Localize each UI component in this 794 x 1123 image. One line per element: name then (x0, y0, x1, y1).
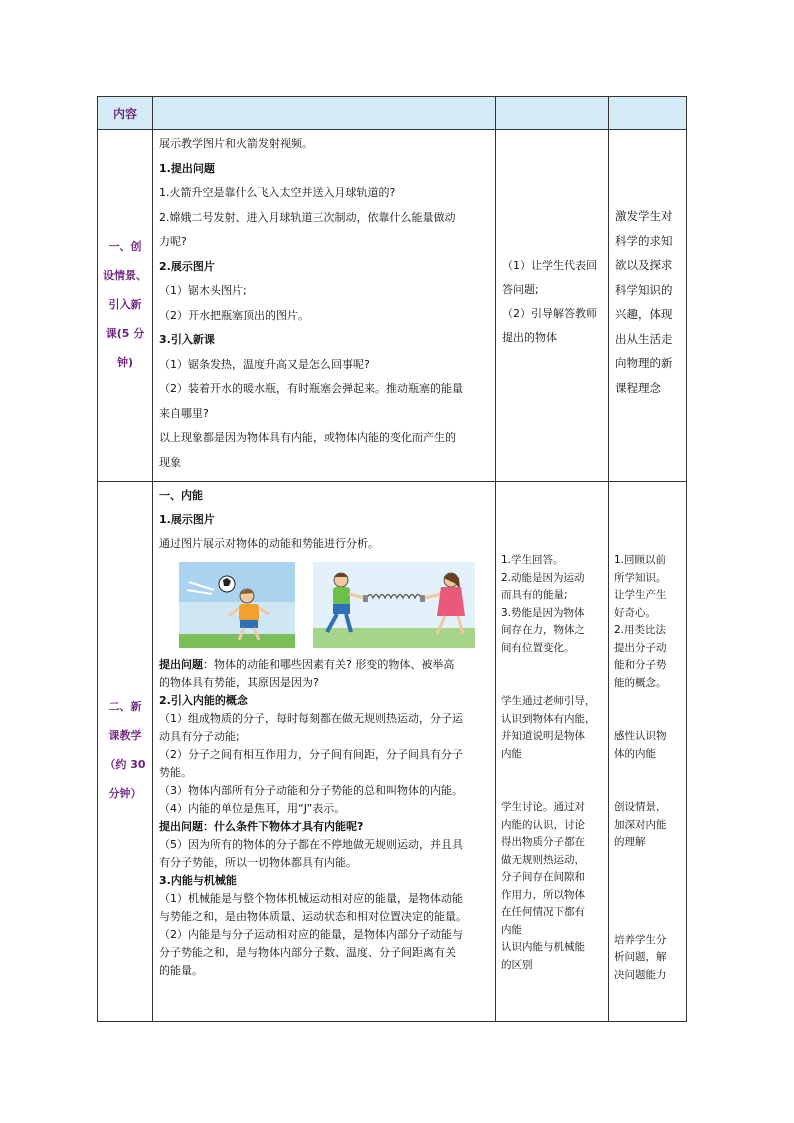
intent-line: 感性认识物 (614, 730, 667, 742)
raise-question-1-cont: 的物体具有势能，其原因是因为? (159, 676, 319, 689)
student-line: 并知道说明是物体 (501, 730, 585, 742)
student-line: 提出的物体 (502, 331, 557, 344)
intro-text: 展示教学图片和火箭发射视频。 (159, 137, 313, 150)
new-lesson-2-cont: 来自哪里? (159, 406, 209, 420)
student-line: 答问题; (502, 283, 539, 296)
student-line: 间有位置变化。 (501, 641, 575, 654)
stage-1-line: 设情景、 (103, 269, 147, 282)
heading-internal-energy-concept: 2.引入内能的概念 (159, 694, 248, 707)
section-2-content (153, 482, 496, 1022)
picture-analysis: 通过图片展示对物体的动能和势能进行分析。 (159, 537, 379, 550)
new-lesson-2: （2）装着开水的暖水瓶，有时瓶塞会弹起来。推动瓶塞的能量 (159, 382, 463, 395)
student-line: 内能 (501, 923, 522, 936)
intent-line: 2.用类比法 (614, 624, 667, 636)
intent-line: 课程理念 (615, 380, 661, 395)
student-line: 分子间存在间隙和 (501, 871, 585, 883)
student-line: 学生通过老师引导， (501, 695, 596, 707)
section-2-student-activity (496, 482, 609, 1022)
intent-line: 科学的求知 (615, 233, 673, 248)
raise-question-text: ：物体的动能和哪些因素有关? 形变的物体、被举高 (203, 658, 455, 671)
stage-1-line: 课(5 分 (105, 327, 145, 340)
new-lesson-3-cont: 现象 (159, 455, 181, 469)
concept-4: （4）内能的单位是焦耳，用“J”表示。 (159, 802, 346, 815)
concept-1: （1）组成物质的分子，每时每刻都在做无规则热运动，分子运 (159, 712, 463, 725)
section-2-design-intent (609, 482, 687, 1022)
stage-2-line: 课教学 (108, 729, 142, 742)
stage-1-label (98, 130, 153, 482)
student-line: 的区别 (501, 958, 533, 971)
new-lesson-1: （1）锯条发热，温度升高又是怎么回事呢? (159, 357, 370, 371)
intent-line: 激发学生对 (615, 209, 673, 223)
stage-2-line: （约 30 (104, 758, 146, 771)
heading-show-pictures-2: 1.展示图片 (159, 513, 215, 526)
lesson-plan-table (97, 96, 687, 1022)
intent-line: 向物理的新 (615, 356, 673, 370)
student-line: 2.动能是因为运动 (501, 571, 585, 584)
stage-1-line: 钟) (116, 356, 134, 369)
intent-line: 提出分子动 (614, 641, 667, 654)
intent-line: 让学生产生 (614, 589, 667, 601)
header-col1 (153, 97, 496, 130)
intent-line: 加深对内能 (614, 818, 667, 831)
raise-question-label: 提出问题 (159, 658, 203, 671)
soccer-header-image (179, 562, 295, 648)
intent-line: 1.回顾以前 (614, 554, 667, 566)
intent-line: 好奇心。 (614, 606, 656, 619)
student-line: 认识内能与机械能 (501, 941, 585, 953)
question-2-cont: 力呢? (159, 235, 187, 248)
raise-question-1 (159, 656, 489, 674)
section-1-row (98, 130, 687, 482)
student-line: 内能的认识，讨论 (501, 818, 585, 831)
student-line: 作用力，所以物体 (501, 888, 585, 901)
stage-2-label (98, 482, 153, 1022)
section-2-row (98, 482, 687, 1022)
student-line: 3.势能是因为物体 (501, 606, 585, 619)
student-line: 内能 (501, 747, 522, 760)
header-col2 (496, 97, 609, 130)
intent-line: 培养学生分 (614, 933, 667, 946)
student-line: （1）让学生代表回 (502, 259, 597, 272)
spring-pull-image (313, 562, 475, 648)
stage-2-line: 二、新 (108, 700, 142, 713)
student-line: （2）引导解答教师 (502, 307, 597, 320)
header-content: 内容 (98, 97, 153, 130)
intent-line: 欲以及探求 (615, 258, 673, 272)
picture-1: （1）锯木头图片; (159, 284, 247, 297)
question-1: 1.火箭升空是靠什么飞入太空并送入月球轨道的? (159, 186, 396, 199)
intent-line: 体的内能 (614, 747, 656, 760)
internal-2-end: 的能量。 (159, 964, 203, 977)
new-lesson-3: 以上现象都是因为物体具有内能，或物体内能的变化而产生的 (159, 431, 456, 444)
heading-show-pictures: 2.展示图片 (159, 259, 215, 273)
concept-3: （3）物体内部所有分子动能和分子势能的总和叫物体的内能。 (159, 784, 463, 797)
stage-1-line: 引入新 (108, 298, 142, 311)
stage-1-line: 一、创 (108, 240, 142, 253)
intent-line: 创设情景， (614, 801, 667, 813)
intent-line: 所学知识。 (614, 571, 667, 584)
heading-internal-vs-mechanical: 3.内能与机械能 (159, 874, 237, 887)
intent-line: 决问题能力 (614, 968, 667, 981)
student-line: 做无规则热运动， (501, 853, 585, 866)
header-col3 (609, 97, 687, 130)
section-1-student-activity (496, 130, 609, 482)
table-header-row (98, 97, 687, 130)
student-line: 在任何情况下都有 (501, 906, 585, 918)
intent-line: 科学知识的 (615, 282, 673, 297)
student-line: 而具有的能量; (501, 589, 568, 601)
concept-2: （2）分子之间有相互作用力，分子间有间距，分子间具有分子 (159, 748, 463, 761)
concept-1-cont: 动具有分子动能; (159, 730, 240, 743)
student-line: 得出物质分子都在 (501, 836, 585, 848)
section-1-content (153, 130, 496, 482)
intent-line: 的理解 (614, 836, 646, 848)
mechanical-1-cont: 与势能之和，是由物体质量、运动状态和相对位置决定的能量。 (159, 910, 467, 923)
intent-line: 析问题，解 (614, 951, 667, 963)
student-line: 1.学生回答。 (501, 554, 564, 566)
intent-line: 能和分子势 (614, 659, 667, 671)
student-line: 学生讨论。通过对 (501, 801, 585, 813)
intent-line: 出从生活走 (615, 331, 673, 346)
student-line: 认识到物体有内能， (501, 712, 596, 725)
intent-line: 兴趣，体现 (615, 307, 673, 321)
heading-raise-question: 1.提出问题 (159, 161, 215, 175)
heading-new-lesson: 3.引入新课 (159, 333, 215, 346)
concept-5-cont: 有分子势能，所以一切物体都具有内能。 (159, 856, 357, 869)
section-1-design-intent (609, 130, 687, 482)
intent-line: 能的概念。 (614, 676, 667, 689)
picture-2: （2）开水把瓶塞顶出的图片。 (159, 308, 309, 322)
concept-5: （5）因为所有的物体的分子都在不停地做无规则运动，并且具 (159, 838, 463, 851)
concept-2-cont: 势能。 (159, 766, 192, 779)
student-line: 间存在力，物体之 (501, 624, 585, 636)
raise-question-2: 提出问题：什么条件下物体才具有内能呢? (159, 820, 364, 833)
internal-2-cont: 分子势能之和，是与物体内部分子数、温度、分子间距离有关 (159, 946, 456, 959)
stage-2-line: 分钟） (108, 787, 142, 800)
topic-internal-energy: 一、内能 (159, 489, 203, 502)
internal-2: （2）内能是与分子运动相对应的能量，是物体内部分子动能与 (159, 928, 463, 941)
illustrations (179, 562, 489, 648)
question-2: 2.嫦娥二号发射、进入月球轨道三次制动，依靠什么能量做动 (159, 210, 456, 224)
mechanical-1: （1）机械能是与整个物体机械运动相对应的能量，是物体动能 (159, 892, 463, 905)
